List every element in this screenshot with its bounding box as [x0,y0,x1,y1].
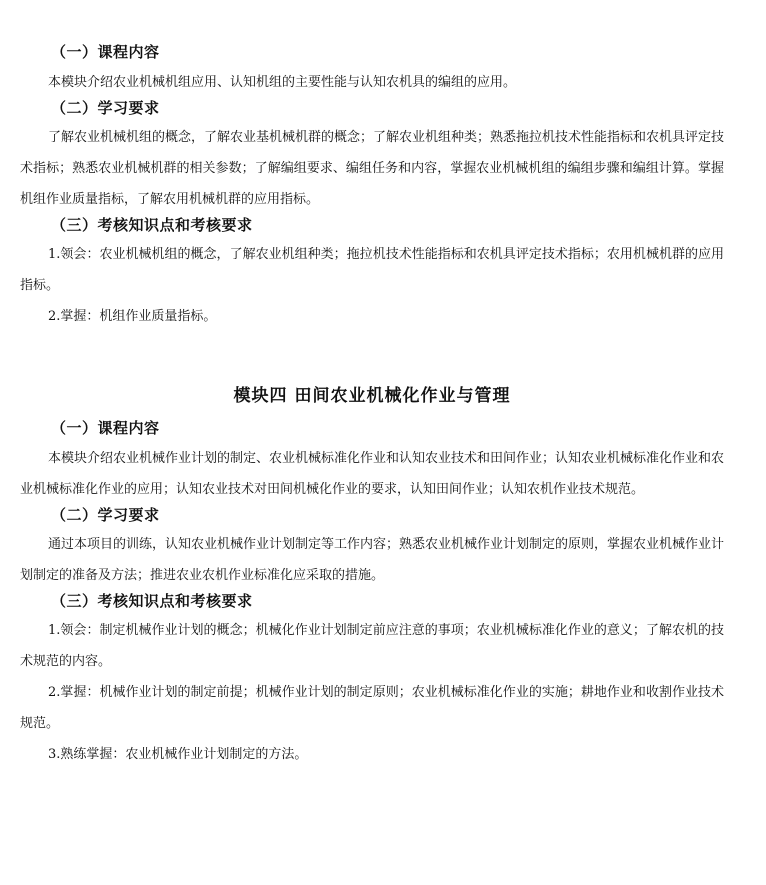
paragraph-assessment-understand: 1.领会：农业机械机组的概念，了解农业机组种类；拖拉机技术性能指标和农机具评定技术指标；农用机械机群的应用指标。 [20,247,724,293]
section-heading-course-content: （一）课程内容 [51,43,160,61]
document-page [20,36,724,770]
module4-heading-course-content: （一）课程内容 [51,419,160,437]
paragraph-assessment-master: 2.掌握：机组作业质量指标。 [48,309,217,324]
module4-heading-assessment: （三）考核知识点和考核要求 [51,592,253,610]
module4-paragraph-proficient: 3.熟练掌握：农业机械作业计划制定的方法。 [48,747,308,762]
module4-paragraph-understand: 1.领会：制定机械作业计划的概念；机械化作业计划制定前应注意的事项；农业机械标准化作业的意义；了解农机的技术规范的内容。 [20,623,724,669]
paragraph-course-content: 本模块介绍农业机械机组应用、认知机组的主要性能与认知农机具的编组的应用。 [48,75,517,90]
module4-paragraph-course-content: 本模块介绍农业机械作业计划的制定、农业机械标准化作业和认知农业技术和田间作业；认知农业机械标准化作业和农业机械标准化作业的应用；认知农业技术对田间机械化作业的要求，认知田间作业；认知农机作业技术规范。 [20,451,725,497]
section-heading-learning-requirements: （二）学习要求 [51,99,160,117]
paragraph-learning-requirements: 了解农业机械机组的概念，了解农业基机械机群的概念；了解农业机组种类；熟悉拖拉机技术性能指标和农机具评定技术指标；熟悉农业机械机群的相关参数；了解编组要求、编组任务和内容，掌握农业机械机组的编组步骤和编组计算。掌握机组作业质量指标，了解农用机械机群的应用指标。 [20,130,725,207]
module4-paragraph-master: 2.掌握：机械作业计划的制定前提；机械作业计划的制定原则；农业机械标准化作业的实施；耕地作业和收割作业技术规范。 [20,685,724,731]
module4-heading-learning-requirements: （二）学习要求 [51,506,160,524]
section-heading-assessment: （三）考核知识点和考核要求 [51,216,253,234]
module-title: 模块四 田间农业机械化作业与管理 [233,386,511,406]
module4-paragraph-learning-requirements: 通过本项目的训练，认知农业机械作业计划制定等工作内容；熟悉农业机械作业计划制定的原则，掌握农业机械作业计划制定的准备及方法；推进农业农机作业标准化应采取的措施。 [20,537,725,583]
